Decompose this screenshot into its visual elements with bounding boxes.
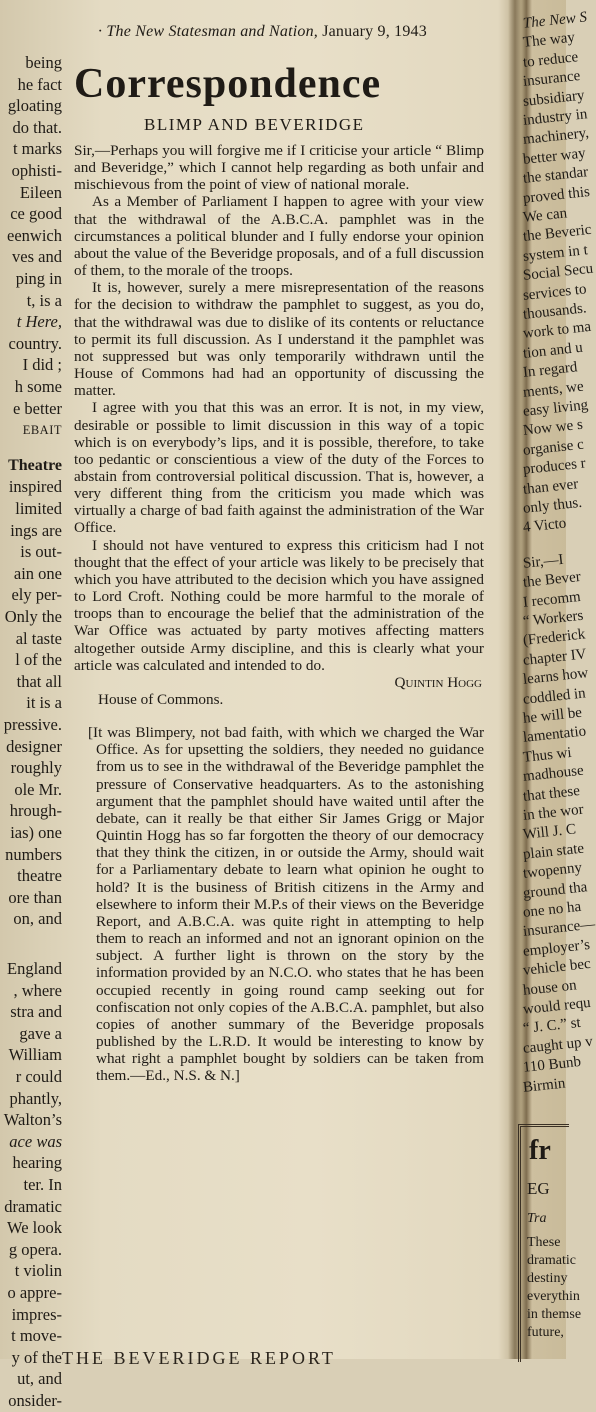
left-column-line: t Here, [16,312,62,332]
left-column-line: t, is a [26,290,62,310]
advertisement-line: These [527,1235,561,1250]
right-column-line: insurance— [522,916,596,941]
left-column-line: hearing [12,1153,62,1173]
advertisement-line: in themse [527,1307,582,1322]
left-column-line: impres- [11,1304,62,1324]
right-column-line: I recomm [522,588,582,611]
left-column-line: t violin [14,1261,62,1281]
right-column-line: “ J. C.” st [522,1015,582,1038]
left-column-line: ain one [13,563,62,583]
left-column-line: is out- [20,542,62,562]
left-column-line: ping in [15,269,62,288]
left-column-line: William [8,1045,62,1065]
right-column-line: thousands. [522,300,588,323]
left-column-line: l of the [15,650,62,670]
left-column-line: hrough- [9,801,62,821]
left-column-line: phantly, [9,1088,62,1108]
left-column-line: , where [13,980,62,1000]
right-column-line: 4 Victo [522,515,568,537]
left-column-line: I did ; [22,355,62,375]
letter-paragraph-3: It is, however, surely a mere misrepresentation of the reasons for the decision to withdraw the pamphlet to suggest, as you do, that the withdrawal was due to dislike of its contents or reluctance to permit its full discussion. As I understand it the pamphlet was not suppressed but was only temporarily withdrawn until the House of Commons had had an opportunity of discussing the matter. [74,279,484,400]
left-column-line: e better [12,398,62,418]
advertisement-line: Tra [527,1211,547,1226]
right-column-line: In regard [522,359,579,382]
right-column-line: We can [522,205,568,226]
left-column-line: ias) one [10,823,62,842]
right-column-line: 110 Bunb [522,1054,582,1077]
left-column-line: Theatre [8,456,62,474]
right-column-line: The way [522,29,576,52]
right-column-line: The New S [522,9,588,32]
right-column-line: in the wor [522,801,585,824]
left-column-line: gloating [7,96,62,116]
left-column-line: theatre [17,866,62,886]
left-column-line: We look [6,1218,62,1238]
left-column-line: designer [6,736,62,756]
right-column-line: ground tha [522,878,589,902]
letter-signature: Quintin Hogg [394,673,482,691]
right-column-line: Sir,—I [522,551,565,572]
right-column-line: only thus. [522,494,583,517]
left-column-line: country. [8,333,62,353]
running-header: · The New Statesman and Nation, January 9, 1943 [98,23,427,40]
right-column-line: tion and u [522,339,584,362]
advertisement-line: EG [527,1179,550,1198]
right-column-line: organise c [522,436,585,459]
right-column-line: the Bever [522,569,582,592]
left-column-line: roughly [10,758,62,778]
next-section-heading: THE BEVERIDGE REPORT [62,1348,336,1368]
right-column-line: twopenny [522,859,583,883]
letter-paragraph-1: Sir,—Perhaps you will forgive me if I criticise your article “ Blimp and Beveridge,” which I cannot help regarding as both unfair and mischievous from the point of view of national morale. [74,142,484,194]
right-column-line: Thus wi [522,744,573,766]
right-column-line: one no ha [522,898,582,921]
right-column-line: system in t [522,241,589,265]
publication-title: The New Statesman and Nation, [106,23,318,40]
left-column-cropped [0,50,66,1410]
left-column-line: ves and [12,247,62,267]
left-column-line: on, and [13,909,62,929]
left-column-line: do that. [12,117,62,137]
left-column-line: g opera. [8,1239,62,1259]
issue-date: January 9, 1943 [322,23,427,40]
advertisement-line: dramatic [527,1253,576,1268]
left-column-line: it is a [26,693,62,713]
advertisement-line: everythin [527,1289,580,1304]
left-column-line: EBAIT [22,423,62,438]
left-column-line: ce good [10,204,62,224]
left-column-line: that all [16,671,62,691]
right-column-line: Will J. C [522,821,577,844]
left-column-line: ut, and [17,1369,62,1389]
advertisement-line: future, [527,1325,564,1340]
left-column-line: Walton’s [3,1110,62,1130]
signature-line [74,674,484,691]
right-column-line: Now we s [522,417,584,440]
left-column-line: being [25,53,62,72]
left-column-line: o appre- [7,1283,62,1302]
left-column-line: y of the [11,1347,62,1367]
right-column-line: services to [522,280,588,304]
right-column-line: learns how [522,665,589,689]
left-column-line: limited [15,499,62,518]
right-column-line: madhouse [522,762,585,786]
right-column-line: plain state [522,840,585,863]
letter-paragraph-5: I should not have ventured to express this criticism had I not thought that the effect of your article was likely to be precisely that which you have attributed to the decision which you have assigned to Lord Croft. Nothing could be more harmful to the morale of troops than to encourage the belief that the administration of the War Office was actuated by party motives affecting matters altogether outside Army discipline, and this is clearly what your article was calculated and intended to do. [74,536,484,674]
left-column-line: ings are [10,520,62,540]
section-title: Correspondence [74,61,382,107]
right-column-line: better way [522,145,587,168]
right-column-line: work to ma [522,319,592,343]
left-column-line: Eileen [19,182,62,202]
right-column-line: produces r [522,455,587,479]
right-column-line: caught up v [522,1033,594,1057]
right-column-line: house on [522,976,578,999]
right-column-line: subsidiary [522,87,586,110]
left-column-line: h some [14,377,62,396]
left-column-line: ely per- [11,585,62,605]
left-column-line: ore than [8,887,62,907]
right-column-line: he will be [522,704,583,727]
right-column-line: proved this [522,183,591,207]
right-column-line: employer’s [522,936,591,960]
left-column-line: England [7,959,62,978]
left-column-line: ter. In [23,1175,62,1194]
left-column-line: he fact [17,74,62,94]
right-column-line: the Beveric [522,222,593,246]
left-column-line: inspired [8,477,62,497]
right-column-line: than ever [522,475,579,498]
right-column-line: (Frederick [522,626,587,650]
right-column-line: vehicle bec [522,956,592,980]
left-column-line: numbers [5,844,62,864]
left-column-line: ace was [9,1131,62,1151]
right-column-line: easy living [522,397,589,420]
left-column-line: t move- [11,1326,62,1346]
right-column-line: chapter IV [522,646,588,669]
right-column-line: coddled in [522,685,587,708]
right-column-line: the standar [522,164,589,188]
left-column-line: gave a [19,1023,62,1043]
left-column-line: dramatic [4,1196,62,1216]
right-column-line: would requ [522,994,592,1018]
right-column-line: machinery, [522,125,590,149]
left-column-line: t marks [12,139,62,159]
letter-paragraph-4: I agree with you that this was an error. It is not, in my view, desirable or possible to limit discussion in this way of a topic which is on everybody’s lips, and it is possible, therefore, to take too pedantic or conscientious a view of the duty of the Forces to abstain from controversial political discussion. That is, however, a very different thing from the criticism you made which was virtually a charge of bad faith against the administration of the War Office. [74,399,484,537]
right-column-line: to reduce [522,48,579,71]
left-column-line: al taste [15,628,62,648]
letter-body [74,142,484,1084]
right-column-line: lamentatio [522,723,587,747]
advertisement-heading: fr [529,1135,551,1166]
left-column-line: ophisti- [11,161,62,180]
letter-address: House of Commons. [98,691,224,708]
right-column-line: “ Workers [522,607,585,630]
right-column-line: ments, we [522,378,585,401]
right-column-line: Social Secu [522,260,594,285]
right-column-line: insurance [522,68,582,91]
advertisement-box [518,1124,582,1362]
left-column-line: ole Mr. [14,779,62,799]
left-column-line: eenwich [7,225,62,245]
right-column-line: that these [522,782,581,805]
left-column-line: Only the [4,607,62,626]
editor-note: [It was Blimpery, not bad faith, with which we charged the War Office. As for upsetting the soldiers, they needed no guidance from us to see in the withdrawal of the Beveridge pamphlet the pressure of Conservative headquarters. As to the astonishing argument that the pamphlet should have waited until after the debate, can it really be that either Sir James Grigg or Major Quintin Hogg has so far forgotten the theory of our democracy that they think the citizen, in or outside the Army, should wait for a Parliamentary debate to learn what opinion he ought to hold? It is the business of British citizens in the Army and elsewhere to inform their M.P.s of their views on the Beveridge Report, and A.B.C.A. was quite right in attempting to help them to reach an informed and not an ignorant opinion on the subject. A further light is thrown on the story by the information provided by an N.C.O. who states that he has been occupied recently in going round camp seeking out for confiscation not only copies of the A.B.C.A. pamphlet, but also copies of another summary of the Beveridge proposals published by the L.R.D. It would be interesting to know by what right a pamphlet bought by soldiers can be taken from them.—Ed., N.S. & N.] [88,724,484,1085]
left-column-line: onsider- [8,1391,62,1410]
left-column-line: r could [15,1067,62,1086]
left-column-line: pressive. [3,715,62,734]
right-column-line: Birmin [522,1075,567,1096]
letter-paragraph-2: As a Member of Parliament I happen to agree with your view that the withdrawal of the A.B.C.A. pamphlet was in the circumstances a political blunder and I fully endorse your opinion about the value of the Beveridge proposals, and of a full discussion of them, to the morale of the troops. [74,193,484,280]
left-column-line: stra and [10,1002,62,1022]
advertisement-line: destiny [527,1271,568,1286]
right-column-line: industry in [522,106,589,129]
letter-heading: BLIMP AND BEVERIDGE [144,115,365,134]
